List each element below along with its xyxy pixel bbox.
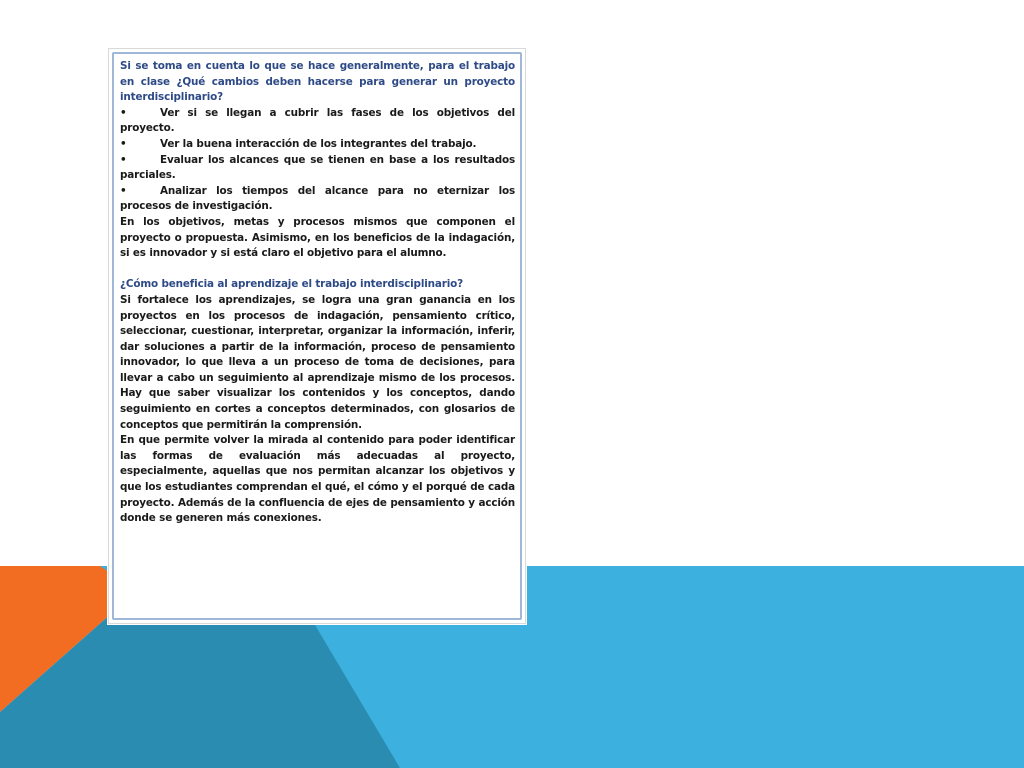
paragraph-3: En que permite volver la mirada al contenido para poder identificar las formas de evaluación más adecuadas al proyecto, especialmente, aquellas que nos permitan alcanzar los objetivos y que los estudiantes comprendan el qué, el cómo y el porqué de cada proyecto. Además de la confluencia de ejes de pensamiento y acción donde se generen más conexiones. xyxy=(120,434,515,525)
document-image-frame xyxy=(108,48,526,624)
document-text xyxy=(120,59,515,527)
document-border xyxy=(112,52,522,620)
question-2: ¿Cómo beneficia al aprendizaje el trabajo interdisciplinario? xyxy=(120,278,464,291)
bullet-symbol: • xyxy=(120,137,127,150)
question-1: Si se toma en cuenta lo que se hace generalmente, para el trabajo en clase ¿Qué cambios deben hacerse para generar un proyecto interdisciplinario? xyxy=(120,60,515,104)
bullet-item-2: • Ver la buena interacción de los integrantes del trabajo. xyxy=(120,137,515,153)
bullet-symbol: • xyxy=(120,184,127,197)
bullet-item-1: • Ver si se llegan a cubrir las fases de los objetivos del proyecto. xyxy=(120,106,515,135)
paragraph-1: En los objetivos, metas y procesos mismos que componen el proyecto o propuesta. Asimismo, en los beneficios de la indagación, si es innovador y si está claro el objetivo para el alumno. xyxy=(120,215,515,260)
bullet-item-4: • Analizar los tiempos del alcance para no eternizar los procesos de investigación. xyxy=(120,184,515,213)
bullet-item-3: • Evaluar los alcances que se tienen en base a los resultados parciales. xyxy=(120,153,515,182)
bullet-symbol: • xyxy=(120,153,127,166)
blank-line xyxy=(120,262,515,278)
paragraph-2: Si fortalece los aprendizajes, se logra una gran ganancia en los proyectos en los procesos de indagación, pensamiento crítico, seleccionar, cuestionar, interpretar, organizar la información, inferir, dar soluciones a partir de la información, proceso de pensamiento innovador, lo que lleva a un proceso de toma de decisiones, para llevar a cabo un seguimiento al aprendizaje mismo de los procesos. Hay que saber visualizar los contenidos y los conceptos, dando seguimiento en cortes a conceptos determinados, con glosarios de conceptos que permitirán la comprensión. xyxy=(120,293,515,431)
bullet-symbol: • xyxy=(120,106,127,119)
